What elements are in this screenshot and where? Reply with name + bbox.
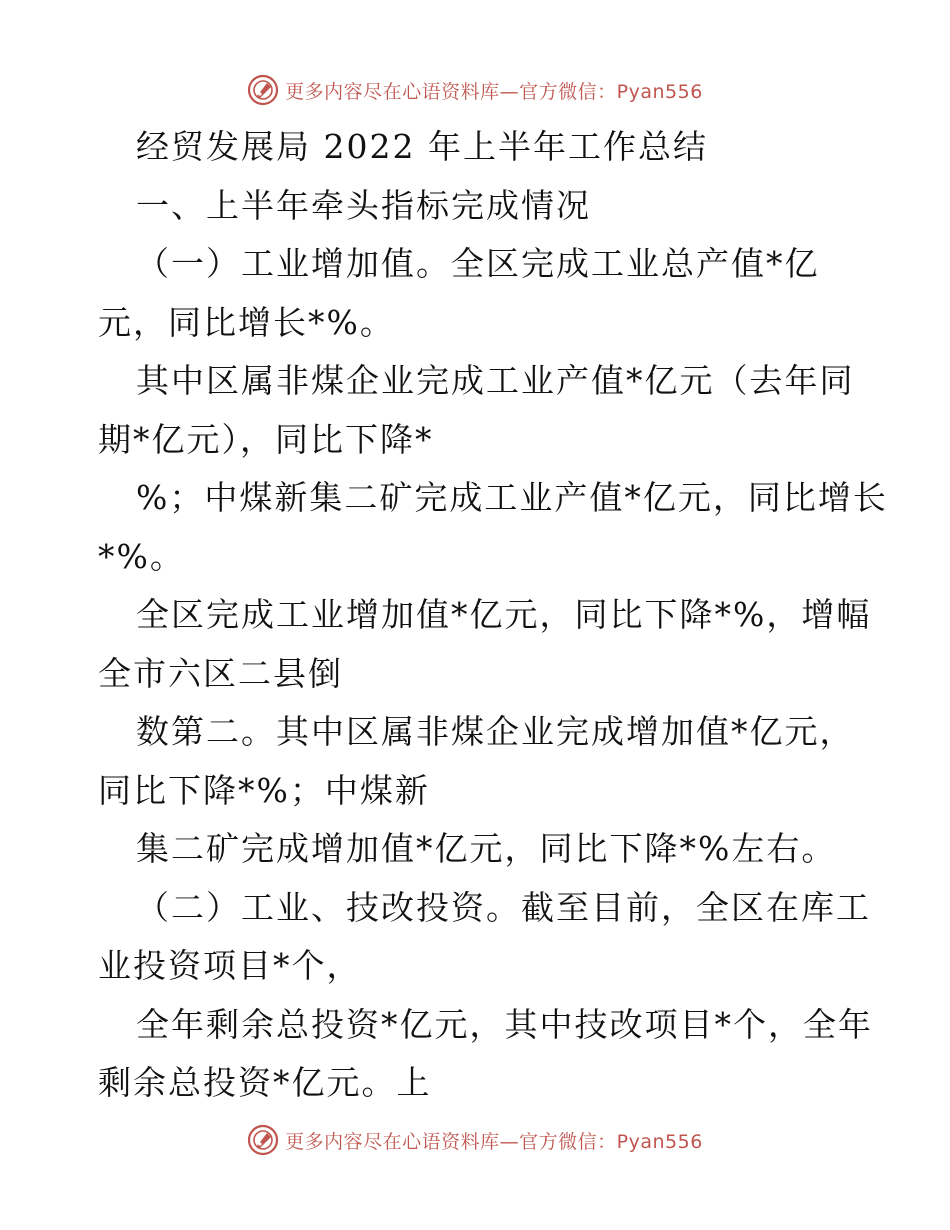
paragraph-line: 同比下降*%；中煤新 [98,770,430,810]
section-heading: 一、上半年牵头指标完成情况 [136,185,591,225]
paragraph-line: *%。 [98,536,185,576]
document-body [98,118,888,1113]
paragraph-line: 业投资项目*个， [98,946,362,985]
paragraph-line: %；中煤新集二矿完成工业产值*亿元，同比增长 [136,478,888,517]
paragraph-line: 数第二。其中区属非煤企业完成增加值*亿元， [136,712,855,751]
paragraph-line: （二）工业、技改投资。截至目前，全区在库工 [136,887,871,927]
paragraph-line: 其中区属非煤企业完成工业产值*亿元（去年同 [136,361,855,400]
paragraph-line: （一）工业增加值。全区完成工业总产值*亿 [136,244,820,283]
paragraph-line: 集二矿完成增加值*亿元，同比下降*%左右。 [136,829,837,868]
pen-nib-logo-icon [247,74,279,106]
paragraph-line: 全年剩余总投资*亿元，其中技改项目*个，全年 [136,1004,873,1044]
watermark-text: 更多内容尽在心语资料库—官方微信：Pyan556 [285,80,703,103]
paragraph-line: 全市六区二县倒 [98,653,343,693]
paragraph-line: 全区完成工业增加值*亿元，同比下降*%，增幅 [136,595,872,634]
paragraph-line: 期*亿元），同比下降* [98,419,434,459]
footer-watermark [0,1120,950,1160]
header-watermark [0,70,950,110]
watermark-text: 更多内容尽在心语资料库—官方微信：Pyan556 [285,1130,703,1153]
pen-nib-logo-icon [247,1124,279,1156]
paragraph-line: 剩余总投资*亿元。上 [98,1063,432,1102]
paragraph-line: 元，同比增长*%。 [98,302,395,342]
document-title: 经贸发展局 2022 年上半年工作总结 [136,127,708,166]
